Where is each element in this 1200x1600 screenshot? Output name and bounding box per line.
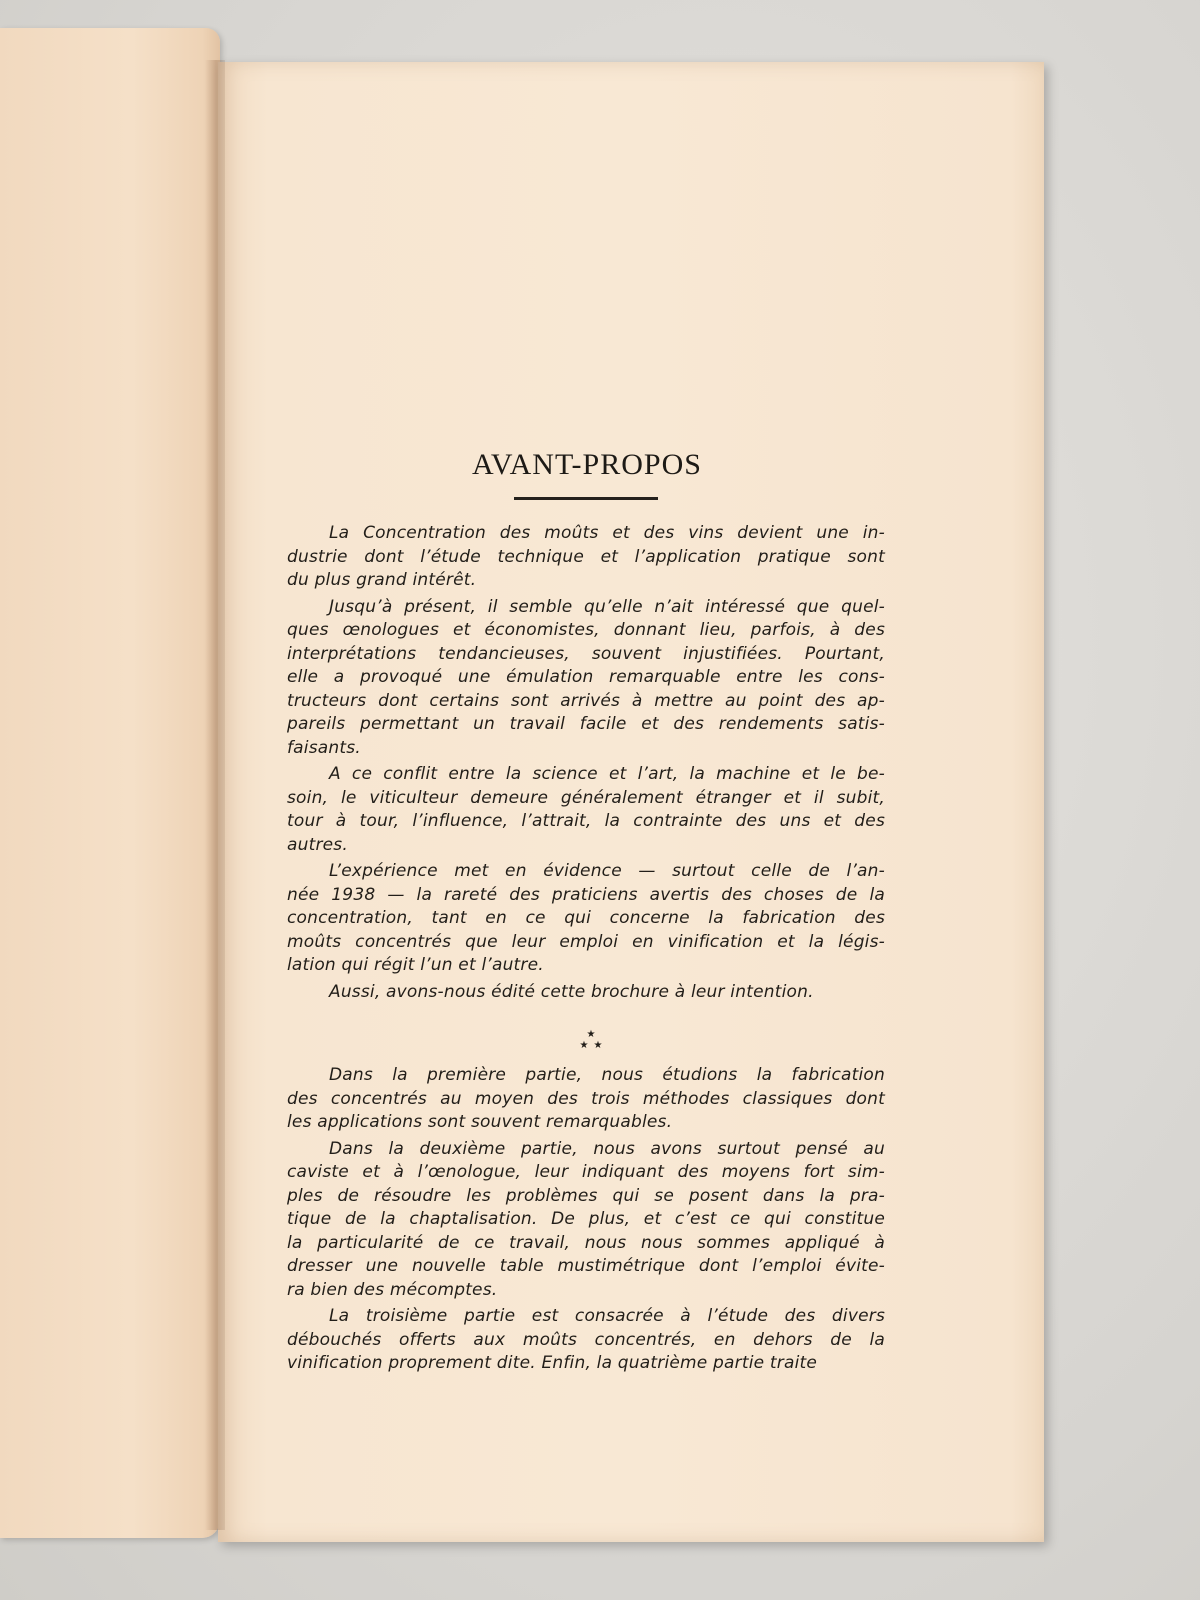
left-page: [0, 28, 220, 1538]
text-line: faisants.: [287, 737, 361, 758]
text-line: dustrie dont l’étude technique et l’application pratique sont: [287, 546, 885, 567]
text-line: La troisième partie est consacrée à l’étude des divers: [329, 1306, 885, 1326]
text-line: tique de la chaptalisation. De plus, et c’est ce qui constitue: [287, 1209, 885, 1229]
paragraph: [287, 763, 885, 857]
asterism-icon: [577, 1028, 605, 1052]
text-line: du plus grand intérêt.: [287, 570, 477, 590]
text-line: Jusqu’à présent, il semble qu’elle n’ait intéressé que quel-: [329, 596, 885, 617]
paragraph: [287, 981, 885, 1005]
paragraph: [287, 1064, 885, 1135]
text-line: ra bien des mécomptes.: [287, 1279, 498, 1300]
paragraph: [287, 522, 885, 593]
paragraph: [287, 860, 885, 978]
text-line: interprétations tendancieuses, souvent injustifiées. Pourtant,: [287, 643, 885, 664]
text-line: elle a provoqué une émulation remarquable entre les cons-: [287, 667, 885, 687]
svg-text:★: ★: [593, 1040, 603, 1051]
text-line: des concentrés au moyen des trois méthodes classiques dont: [287, 1088, 885, 1109]
text-line: lation qui régit l’un et l’autre.: [287, 955, 544, 975]
text-line: tour à tour, l’influence, l’attrait, la contrainte des uns et des: [287, 811, 885, 831]
text-line: A ce conflit entre la science et l’art, la machine et le be-: [329, 764, 885, 784]
text-line: les applications sont souvent remarquables.: [287, 1112, 673, 1132]
svg-text:★: ★: [586, 1029, 596, 1040]
text-line: soin, le viticulteur demeure généralement étranger et il subit,: [287, 787, 885, 808]
text-line: Dans la première partie, nous étudions la fabrication: [329, 1065, 885, 1085]
text-line: ples de résoudre les problèmes qui se posent dans la pra-: [287, 1185, 885, 1206]
book-gutter: [205, 60, 225, 1530]
text-line: née 1938 — la rareté des praticiens avertis des choses de la: [287, 884, 885, 905]
body-text-section-1: [287, 522, 885, 1007]
body-text-section-2: [287, 1064, 885, 1379]
text-line: vinification proprement dite. Enfin, la quatrième partie traite: [287, 1353, 818, 1373]
title-rule: [514, 497, 658, 500]
text-line: L’expérience met en évidence — surtout celle de l’an-: [329, 861, 885, 881]
paragraph: [287, 1138, 885, 1303]
text-line: caviste et à l’œnologue, leur indiquant des moyens fort sim-: [287, 1162, 885, 1182]
text-line: ques œnologues et économistes, donnant lieu, parfois, à des: [287, 620, 885, 640]
text-line: Dans la deuxième partie, nous avons surtout pensé au: [329, 1138, 885, 1159]
text-line: débouchés offerts aux moûts concentrés, en dehors de la: [287, 1329, 885, 1350]
text-line: autres.: [287, 834, 348, 855]
paragraph: [287, 1305, 885, 1376]
text-line: Aussi, avons-nous édité cette brochure à leur intention.: [329, 981, 814, 1002]
text-line: la particularité de ce travail, nous nous sommes appliqué à: [287, 1232, 885, 1253]
text-line: pareils permettant un travail facile et des rendements satis-: [287, 714, 885, 734]
text-line: La Concentration des moûts et des vins devient une in-: [329, 523, 885, 543]
text-line: moûts concentrés que leur emploi en vinification et la légis-: [287, 931, 885, 952]
asterism-separator: [577, 1028, 605, 1052]
paragraph: [287, 596, 885, 761]
text-line: dresser une nouvelle table mustimétrique dont l’emploi évite-: [287, 1256, 885, 1276]
svg-text:★: ★: [579, 1040, 589, 1051]
page-title: AVANT-PROPOS: [472, 448, 702, 481]
text-line: concentration, tant en ce qui concerne la fabrication des: [287, 908, 885, 928]
text-line: tructeurs dont certains sont arrivés à mettre au point des ap-: [287, 690, 885, 711]
